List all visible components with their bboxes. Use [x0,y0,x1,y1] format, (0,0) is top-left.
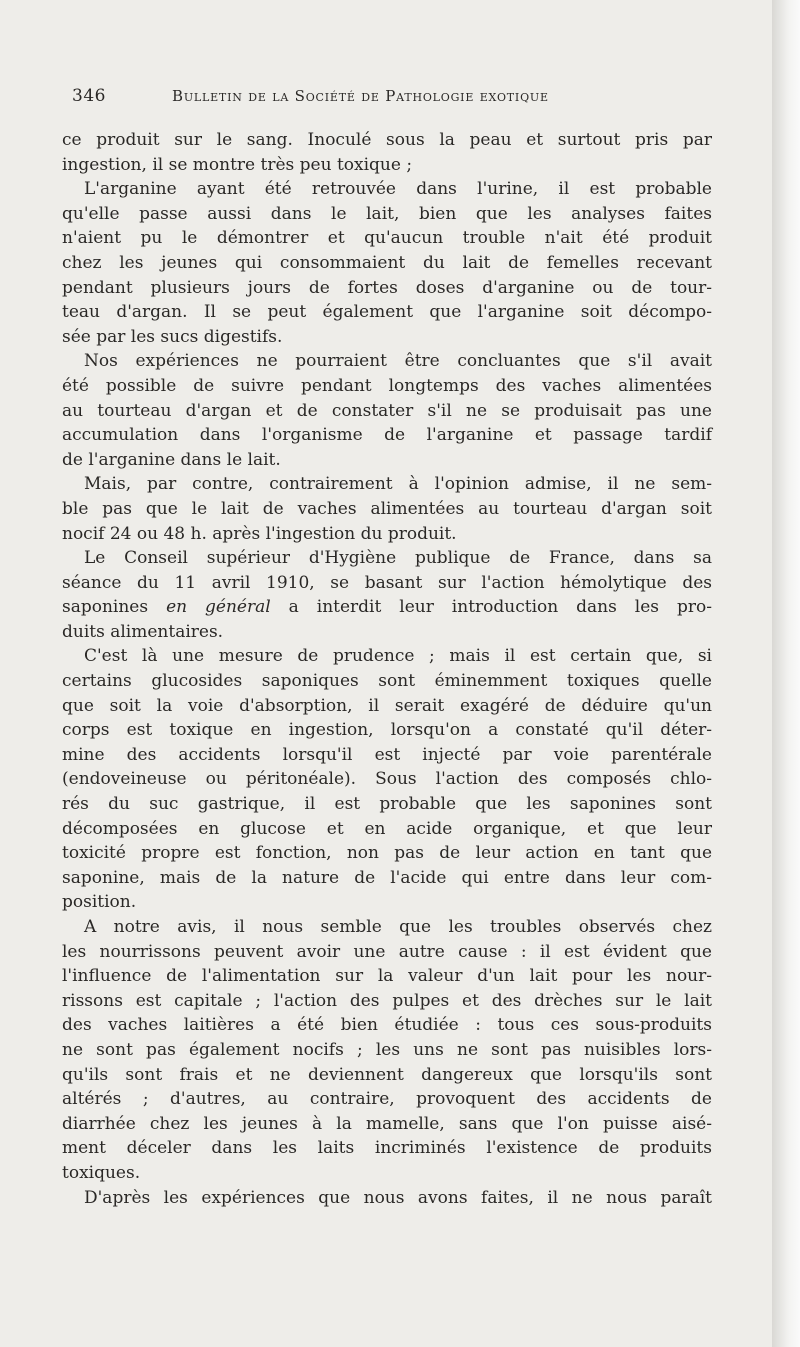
text-line: ment déceler dans les laits incriminés l'existence de produits [62,1138,712,1159]
text-line: rissons est capitale ; l'action des pulpes et des drèches sur le lait [62,990,712,1011]
journal-title: Bulletin de la Société de Pathologie exotique [172,87,549,105]
text-line: l'influence de l'alimentation sur la valeur d'un lait pour les nour- [62,966,712,987]
text-line: diarrhée chez les jeunes à la mamelle, sans que l'on puisse aisé- [62,1113,712,1134]
text-line: ce produit sur le sang. Inoculé sous la peau et surtout pris par [62,130,712,150]
text-line: Mais, par contre, contrairement à l'opinion admise, il ne sem- [84,474,712,495]
text-line: n'aient pu le démontrer et qu'aucun trouble n'ait été produit [62,228,712,249]
text-line: ne sont pas également nocifs ; les uns ne sont pas nuisibles lors- [62,1039,712,1060]
text-line: A notre avis, il nous semble que les troubles observés chez [84,917,712,937]
text-line: altérés ; d'autres, au contraire, provoquent des accidents de [62,1089,712,1110]
text-line: séance du 11 avril 1910, se basant sur l'action hémolytique des [62,572,712,593]
text-line: qu'elle passe aussi dans le lait, bien que les analyses faites [62,203,712,224]
text-line: sée par les sucs digestifs. [62,326,283,347]
text-line: saponine, mais de la nature de l'acide qui entre dans leur com- [62,867,712,888]
text-line: duits alimentaires. [62,621,224,642]
text-line: teau d'argan. Il se peut également que l'arganine soit décompo- [62,302,712,323]
text-line: au tourteau d'argan et de constater s'il ne se produisait pas une [62,400,712,421]
text-line: Le Conseil supérieur d'Hygiène publique de France, dans sa [84,548,712,569]
text-line: (endoveineuse ou péritonéale). Sous l'action des composés chlo- [62,769,712,790]
text-line: Nos expériences ne pourraient être concluantes que s'il avait [84,351,712,372]
text-line: position. [62,892,137,913]
text-segment: a interdit leur introduction dans les pro- [270,597,712,618]
text-line: les nourrissons peuvent avoir une autre cause : il est évident que [62,941,712,962]
text-line: rés du suc gastrique, il est probable que les saponines sont [62,794,712,815]
page-edge [772,0,800,1347]
italic-phrase: en général [166,597,271,618]
text-line: chez les jeunes qui consommaient du lait de femelles recevant [62,252,712,273]
text-line: des vaches laitières a été bien étudiée : tous ces sous-produits [62,1015,712,1036]
text-line: certains glucosides saponiques sont éminemment toxiques quelle [62,671,712,692]
text-line: corps est toxique en ingestion, lorsqu'on a constaté qu'il déter- [62,720,712,741]
text-segment: saponines [62,597,167,618]
text-line: pendant plusieurs jours de fortes doses d'arganine ou de tour- [62,277,712,298]
text-line: accumulation dans l'organisme de l'arganine et passage tardif [62,425,712,446]
text-line: décomposées en glucose et en acide organique, et que leur [62,818,712,839]
text-line: qu'ils sont frais et ne deviennent dangereux que lorsqu'ils sont [62,1064,712,1085]
text-line: mine des accidents lorsqu'il est injecté par voie parentérale [62,744,712,765]
text-line: toxicité propre est fonction, non pas de leur action en tant que [62,843,712,864]
text-line: de l'arganine dans le lait. [62,449,281,470]
text-line: été possible de suivre pendant longtemps des vaches alimentées [62,375,712,396]
text-line: nocif 24 ou 48 h. après l'ingestion du produit. [62,523,457,544]
text-line: C'est là une mesure de prudence ; mais il est certain que, si [84,646,712,667]
text-line: toxiques. [62,1162,141,1183]
running-header [72,86,712,108]
text-line-with-italic [62,595,712,620]
text-line: ingestion, il se montre très peu toxique ; [62,154,413,175]
page-number: 346 [72,86,106,106]
text-line: L'arganine ayant été retrouvée dans l'urine, il est probable [84,179,712,200]
text-line: que soit la voie d'absorption, il serait exagéré de déduire qu'un [62,695,712,716]
text-line: D'après les expériences que nous avons faites, il ne nous paraît [84,1187,712,1208]
body-text [62,128,712,1210]
text-line: ble pas que le lait de vaches alimentées au tourteau d'argan soit [62,498,712,519]
